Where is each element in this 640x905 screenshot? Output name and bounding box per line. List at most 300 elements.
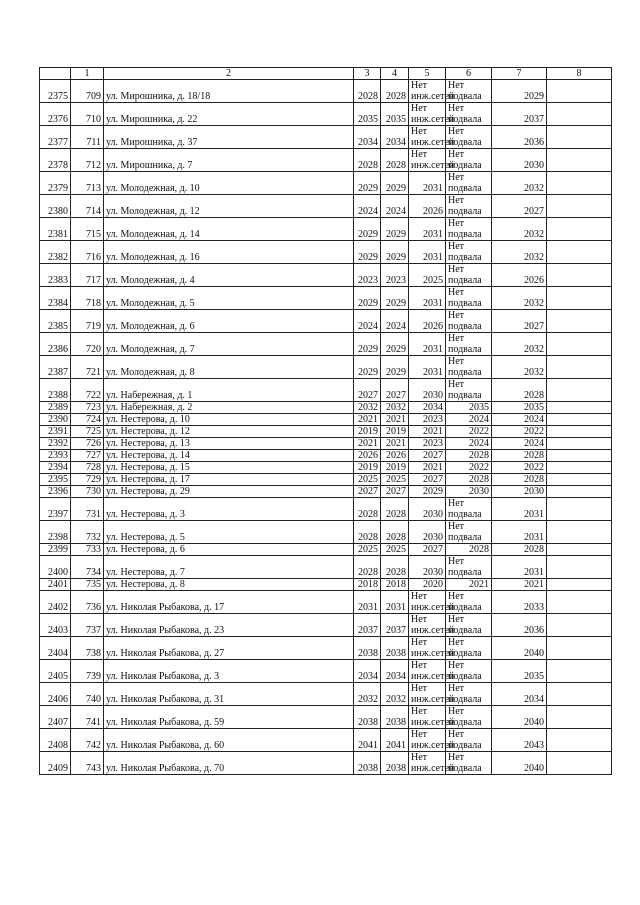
cell-col-5: 2031 (409, 241, 446, 264)
cell-col-5: 2027 (409, 544, 446, 556)
cell-col-6: Нет подвала (446, 149, 492, 172)
cell-col-5: 2034 (409, 402, 446, 414)
cell-object-id: 718 (71, 287, 104, 310)
cell-col-8 (547, 683, 612, 706)
cell-object-id: 729 (71, 474, 104, 486)
cell-col-7: 2024 (492, 414, 547, 426)
cell-col-6: Нет подвала (446, 264, 492, 287)
cell-col-8 (547, 729, 612, 752)
cell-col-7: 2040 (492, 706, 547, 729)
cell-address: ул. Молодежная, д. 16 (104, 241, 354, 264)
cell-object-id: 720 (71, 333, 104, 356)
cell-col-5: Нет инж.сетей (409, 637, 446, 660)
cell-col-4: 2029 (381, 287, 409, 310)
cell-col-6: 2028 (446, 450, 492, 462)
cell-row-number: 2399 (40, 544, 71, 556)
table-row (40, 356, 612, 379)
cell-col-6: 2021 (446, 579, 492, 591)
cell-address: ул. Мирошника, д. 22 (104, 103, 354, 126)
cell-col-7: 2029 (492, 80, 547, 103)
cell-col-7: 2028 (492, 379, 547, 402)
cell-col-5: 2031 (409, 172, 446, 195)
header-cell-4: 4 (381, 68, 409, 80)
cell-col-5: Нет инж.сетей (409, 103, 446, 126)
cell-col-6: Нет подвала (446, 287, 492, 310)
cell-row-number: 2404 (40, 637, 71, 660)
cell-col-6: 2028 (446, 474, 492, 486)
cell-col-5: 2027 (409, 474, 446, 486)
cell-col-6: Нет подвала (446, 498, 492, 521)
table-row (40, 426, 612, 438)
cell-col-7: 2032 (492, 356, 547, 379)
cell-col-4: 2026 (381, 450, 409, 462)
cell-col-5: Нет инж.сетей (409, 80, 446, 103)
cell-col-7: 2026 (492, 264, 547, 287)
cell-row-number: 2405 (40, 660, 71, 683)
cell-col-4: 2029 (381, 333, 409, 356)
cell-col-5: 2021 (409, 426, 446, 438)
cell-col-5: Нет инж.сетей (409, 591, 446, 614)
table-row (40, 195, 612, 218)
cell-col-5: Нет инж.сетей (409, 683, 446, 706)
table-row (40, 172, 612, 195)
cell-col-4: 2029 (381, 172, 409, 195)
cell-object-id: 724 (71, 414, 104, 426)
cell-col-3: 2032 (354, 402, 381, 414)
cell-row-number: 2394 (40, 462, 71, 474)
cell-col-3: 2029 (354, 172, 381, 195)
cell-col-5: 2030 (409, 521, 446, 544)
cell-col-4: 2025 (381, 474, 409, 486)
cell-col-8 (547, 660, 612, 683)
cell-col-4: 2037 (381, 614, 409, 637)
cell-col-5: 2031 (409, 287, 446, 310)
cell-col-4: 2034 (381, 660, 409, 683)
cell-col-5: 2030 (409, 498, 446, 521)
cell-row-number: 2382 (40, 241, 71, 264)
cell-col-6: Нет подвала (446, 103, 492, 126)
cell-col-5: 2025 (409, 264, 446, 287)
cell-object-id: 711 (71, 126, 104, 149)
cell-col-8 (547, 103, 612, 126)
cell-col-4: 2025 (381, 544, 409, 556)
cell-col-8 (547, 614, 612, 637)
cell-object-id: 730 (71, 486, 104, 498)
cell-col-4: 2028 (381, 556, 409, 579)
cell-row-number: 2378 (40, 149, 71, 172)
table-row (40, 149, 612, 172)
cell-object-id: 731 (71, 498, 104, 521)
cell-address: ул. Набережная, д. 2 (104, 402, 354, 414)
cell-col-3: 2041 (354, 729, 381, 752)
cell-col-8 (547, 241, 612, 264)
cell-object-id: 719 (71, 310, 104, 333)
table-row (40, 683, 612, 706)
cell-col-5: 2023 (409, 438, 446, 450)
cell-object-id: 735 (71, 579, 104, 591)
housing-schedule-table (39, 67, 612, 775)
cell-address: ул. Николая Рыбакова, д. 3 (104, 660, 354, 683)
table-header (40, 68, 612, 80)
cell-address: ул. Нестерова, д. 7 (104, 556, 354, 579)
table-row (40, 579, 612, 591)
cell-col-3: 2031 (354, 591, 381, 614)
cell-col-6: 2022 (446, 462, 492, 474)
cell-col-6: Нет подвала (446, 195, 492, 218)
cell-col-6: Нет подвала (446, 614, 492, 637)
cell-col-7: 2036 (492, 614, 547, 637)
cell-col-4: 2032 (381, 683, 409, 706)
cell-row-number: 2392 (40, 438, 71, 450)
cell-col-7: 2022 (492, 462, 547, 474)
cell-col-5: Нет инж.сетей (409, 752, 446, 775)
cell-object-id: 715 (71, 218, 104, 241)
cell-col-6: Нет подвала (446, 379, 492, 402)
cell-col-7: 2031 (492, 556, 547, 579)
cell-col-8 (547, 402, 612, 414)
cell-address: ул. Мирошника, д. 7 (104, 149, 354, 172)
cell-col-8 (547, 218, 612, 241)
table-body (40, 80, 612, 775)
cell-col-7: 2035 (492, 660, 547, 683)
cell-address: ул. Нестерова, д. 8 (104, 579, 354, 591)
cell-row-number: 2384 (40, 287, 71, 310)
cell-col-7: 2032 (492, 287, 547, 310)
cell-col-8 (547, 333, 612, 356)
header-cell-8: 8 (547, 68, 612, 80)
cell-object-id: 734 (71, 556, 104, 579)
table-row (40, 591, 612, 614)
cell-address: ул. Молодежная, д. 8 (104, 356, 354, 379)
cell-col-4: 2038 (381, 706, 409, 729)
cell-col-3: 2028 (354, 521, 381, 544)
cell-address: ул. Нестерова, д. 6 (104, 544, 354, 556)
cell-address: ул. Нестерова, д. 13 (104, 438, 354, 450)
cell-object-id: 732 (71, 521, 104, 544)
cell-address: ул. Нестерова, д. 17 (104, 474, 354, 486)
table-row (40, 103, 612, 126)
cell-col-5: Нет инж.сетей (409, 660, 446, 683)
cell-col-7: 2032 (492, 218, 547, 241)
cell-col-7: 2031 (492, 521, 547, 544)
table-row (40, 333, 612, 356)
cell-col-4: 2021 (381, 414, 409, 426)
cell-address: ул. Молодежная, д. 12 (104, 195, 354, 218)
cell-address: ул. Николая Рыбакова, д. 70 (104, 752, 354, 775)
cell-col-4: 2029 (381, 241, 409, 264)
table-row (40, 521, 612, 544)
cell-address: ул. Нестерова, д. 14 (104, 450, 354, 462)
cell-col-6: 2024 (446, 414, 492, 426)
cell-object-id: 740 (71, 683, 104, 706)
cell-col-6: Нет подвала (446, 310, 492, 333)
cell-col-6: Нет подвала (446, 706, 492, 729)
cell-col-8 (547, 752, 612, 775)
cell-col-3: 2025 (354, 544, 381, 556)
cell-col-6: 2035 (446, 402, 492, 414)
table-row (40, 402, 612, 414)
cell-col-6: 2030 (446, 486, 492, 498)
cell-col-6: Нет подвала (446, 218, 492, 241)
cell-object-id: 743 (71, 752, 104, 775)
cell-col-6: 2024 (446, 438, 492, 450)
cell-col-8 (547, 544, 612, 556)
cell-col-4: 2035 (381, 103, 409, 126)
cell-col-4: 2029 (381, 218, 409, 241)
header-cell-5: 5 (409, 68, 446, 80)
cell-col-8 (547, 195, 612, 218)
cell-col-8 (547, 172, 612, 195)
cell-object-id: 733 (71, 544, 104, 556)
cell-col-8 (547, 264, 612, 287)
cell-col-3: 2028 (354, 80, 381, 103)
cell-row-number: 2375 (40, 80, 71, 103)
cell-col-8 (547, 287, 612, 310)
cell-col-5: Нет инж.сетей (409, 126, 446, 149)
cell-col-6: Нет подвала (446, 172, 492, 195)
table-row (40, 310, 612, 333)
cell-address: ул. Нестерова, д. 15 (104, 462, 354, 474)
cell-col-4: 2028 (381, 498, 409, 521)
cell-col-3: 2028 (354, 498, 381, 521)
cell-col-7: 2036 (492, 126, 547, 149)
cell-col-7: 2028 (492, 474, 547, 486)
cell-row-number: 2387 (40, 356, 71, 379)
cell-col-3: 2021 (354, 438, 381, 450)
cell-row-number: 2393 (40, 450, 71, 462)
cell-address: ул. Николая Рыбакова, д. 17 (104, 591, 354, 614)
cell-col-4: 2031 (381, 591, 409, 614)
cell-col-7: 2024 (492, 438, 547, 450)
cell-object-id: 722 (71, 379, 104, 402)
cell-address: ул. Нестерова, д. 5 (104, 521, 354, 544)
cell-col-5: 2020 (409, 579, 446, 591)
table-row (40, 438, 612, 450)
cell-col-7: 2032 (492, 333, 547, 356)
cell-col-3: 2032 (354, 683, 381, 706)
cell-address: ул. Молодежная, д. 6 (104, 310, 354, 333)
cell-col-3: 2029 (354, 333, 381, 356)
cell-col-6: Нет подвала (446, 556, 492, 579)
table-row (40, 241, 612, 264)
cell-col-4: 2038 (381, 752, 409, 775)
cell-col-5: 2030 (409, 556, 446, 579)
table-row (40, 752, 612, 775)
cell-row-number: 2385 (40, 310, 71, 333)
cell-col-5: 2030 (409, 379, 446, 402)
cell-col-4: 2038 (381, 637, 409, 660)
cell-col-8 (547, 486, 612, 498)
cell-col-4: 2034 (381, 126, 409, 149)
cell-col-4: 2041 (381, 729, 409, 752)
cell-col-6: Нет подвала (446, 752, 492, 775)
cell-col-4: 2028 (381, 521, 409, 544)
cell-col-3: 2019 (354, 462, 381, 474)
cell-object-id: 717 (71, 264, 104, 287)
cell-col-3: 2024 (354, 195, 381, 218)
cell-address: ул. Молодежная, д. 7 (104, 333, 354, 356)
cell-col-8 (547, 521, 612, 544)
cell-col-4: 2018 (381, 579, 409, 591)
cell-row-number: 2377 (40, 126, 71, 149)
cell-col-3: 2021 (354, 414, 381, 426)
table-row (40, 264, 612, 287)
table-row (40, 729, 612, 752)
cell-col-8 (547, 637, 612, 660)
cell-address: ул. Николая Рыбакова, д. 31 (104, 683, 354, 706)
cell-object-id: 742 (71, 729, 104, 752)
cell-col-7: 2040 (492, 752, 547, 775)
cell-col-5: Нет инж.сетей (409, 729, 446, 752)
cell-col-3: 2038 (354, 752, 381, 775)
cell-row-number: 2376 (40, 103, 71, 126)
cell-col-3: 2034 (354, 126, 381, 149)
cell-object-id: 737 (71, 614, 104, 637)
cell-address: ул. Мирошника, д. 18/18 (104, 80, 354, 103)
cell-row-number: 2395 (40, 474, 71, 486)
cell-col-8 (547, 591, 612, 614)
cell-col-3: 2029 (354, 241, 381, 264)
cell-col-8 (547, 310, 612, 333)
cell-col-3: 2035 (354, 103, 381, 126)
cell-col-8 (547, 356, 612, 379)
cell-address: ул. Молодежная, д. 14 (104, 218, 354, 241)
cell-col-5: 2021 (409, 462, 446, 474)
cell-address: ул. Нестерова, д. 10 (104, 414, 354, 426)
cell-row-number: 2407 (40, 706, 71, 729)
cell-row-number: 2388 (40, 379, 71, 402)
cell-address: ул. Молодежная, д. 4 (104, 264, 354, 287)
cell-col-5: 2031 (409, 218, 446, 241)
cell-col-7: 2028 (492, 544, 547, 556)
cell-col-5: 2027 (409, 450, 446, 462)
cell-col-8 (547, 426, 612, 438)
cell-col-8 (547, 556, 612, 579)
cell-col-8 (547, 706, 612, 729)
cell-col-3: 2026 (354, 450, 381, 462)
cell-col-8 (547, 379, 612, 402)
cell-col-6: Нет подвала (446, 333, 492, 356)
header-row (40, 68, 612, 80)
cell-row-number: 2390 (40, 414, 71, 426)
cell-col-3: 2029 (354, 218, 381, 241)
cell-col-6: Нет подвала (446, 660, 492, 683)
cell-address: ул. Николая Рыбакова, д. 23 (104, 614, 354, 637)
cell-col-7: 2033 (492, 591, 547, 614)
cell-col-4: 2028 (381, 80, 409, 103)
cell-col-5: Нет инж.сетей (409, 614, 446, 637)
cell-col-4: 2021 (381, 438, 409, 450)
cell-row-number: 2397 (40, 498, 71, 521)
cell-col-7: 2032 (492, 172, 547, 195)
cell-col-3: 2034 (354, 660, 381, 683)
cell-col-7: 2037 (492, 103, 547, 126)
cell-col-6: Нет подвала (446, 80, 492, 103)
cell-address: ул. Николая Рыбакова, д. 27 (104, 637, 354, 660)
cell-address: ул. Николая Рыбакова, д. 60 (104, 729, 354, 752)
cell-col-8 (547, 438, 612, 450)
cell-col-4: 2023 (381, 264, 409, 287)
header-cell-6: 6 (446, 68, 492, 80)
table-row (40, 556, 612, 579)
cell-address: ул. Николая Рыбакова, д. 59 (104, 706, 354, 729)
cell-col-5: 2026 (409, 310, 446, 333)
cell-col-8 (547, 579, 612, 591)
cell-row-number: 2383 (40, 264, 71, 287)
cell-col-3: 2025 (354, 474, 381, 486)
cell-col-3: 2028 (354, 149, 381, 172)
cell-object-id: 725 (71, 426, 104, 438)
table-row (40, 614, 612, 637)
cell-col-3: 2019 (354, 426, 381, 438)
cell-col-5: Нет инж.сетей (409, 149, 446, 172)
cell-col-8 (547, 149, 612, 172)
cell-col-3: 2038 (354, 637, 381, 660)
header-cell-1: 1 (71, 68, 104, 80)
table-row (40, 462, 612, 474)
cell-col-4: 2027 (381, 486, 409, 498)
cell-col-3: 2029 (354, 356, 381, 379)
cell-row-number: 2401 (40, 579, 71, 591)
cell-col-6: 2022 (446, 426, 492, 438)
cell-col-4: 2032 (381, 402, 409, 414)
cell-object-id: 736 (71, 591, 104, 614)
cell-address: ул. Нестерова, д. 3 (104, 498, 354, 521)
cell-object-id: 716 (71, 241, 104, 264)
cell-col-4: 2029 (381, 356, 409, 379)
cell-col-7: 2027 (492, 310, 547, 333)
cell-row-number: 2379 (40, 172, 71, 195)
cell-col-3: 2038 (354, 706, 381, 729)
cell-object-id: 709 (71, 80, 104, 103)
cell-object-id: 739 (71, 660, 104, 683)
cell-col-6: Нет подвала (446, 126, 492, 149)
cell-object-id: 712 (71, 149, 104, 172)
table-row (40, 660, 612, 683)
table-row (40, 450, 612, 462)
cell-object-id: 710 (71, 103, 104, 126)
cell-object-id: 721 (71, 356, 104, 379)
cell-col-8 (547, 474, 612, 486)
cell-col-5: 2026 (409, 195, 446, 218)
cell-col-8 (547, 126, 612, 149)
header-cell-3: 3 (354, 68, 381, 80)
cell-col-3: 2024 (354, 310, 381, 333)
cell-col-6: Нет подвала (446, 591, 492, 614)
cell-row-number: 2386 (40, 333, 71, 356)
cell-col-5: Нет инж.сетей (409, 706, 446, 729)
cell-row-number: 2409 (40, 752, 71, 775)
cell-object-id: 726 (71, 438, 104, 450)
cell-object-id: 723 (71, 402, 104, 414)
cell-col-6: Нет подвала (446, 521, 492, 544)
table-row (40, 486, 612, 498)
cell-col-7: 2035 (492, 402, 547, 414)
table-row (40, 637, 612, 660)
cell-col-5: 2031 (409, 356, 446, 379)
cell-col-4: 2028 (381, 149, 409, 172)
cell-col-3: 2027 (354, 379, 381, 402)
cell-col-3: 2037 (354, 614, 381, 637)
cell-col-5: 2029 (409, 486, 446, 498)
cell-col-3: 2018 (354, 579, 381, 591)
cell-col-4: 2024 (381, 310, 409, 333)
table-row (40, 414, 612, 426)
cell-row-number: 2402 (40, 591, 71, 614)
cell-col-8 (547, 414, 612, 426)
cell-col-4: 2024 (381, 195, 409, 218)
cell-col-7: 2028 (492, 450, 547, 462)
